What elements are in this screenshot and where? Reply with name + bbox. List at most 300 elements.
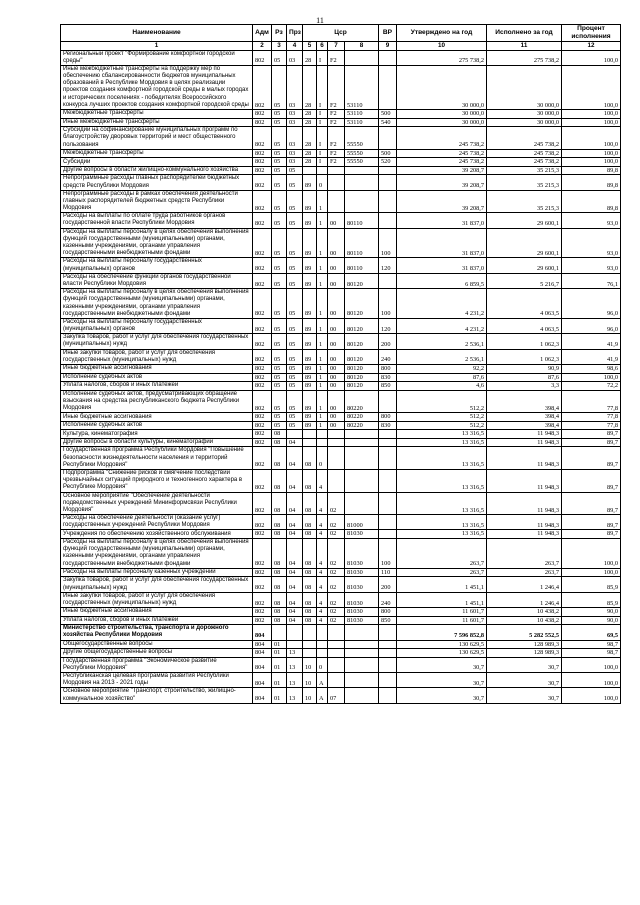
row-rz: 05 — [272, 421, 287, 430]
row-csr-1 — [303, 640, 317, 649]
row-vr — [379, 657, 397, 672]
table-row — [61, 430, 621, 439]
row-adm: 802 — [253, 430, 272, 439]
row-adm: 802 — [253, 289, 272, 319]
row-csr-2: 4 — [317, 492, 328, 515]
row-fact: 398,4 — [487, 390, 562, 413]
row-prz: 03 — [287, 50, 303, 65]
table-row — [61, 318, 621, 333]
row-fact: 30 000,0 — [487, 65, 562, 109]
row-prz: 04 — [287, 447, 303, 470]
row-csr-4: 80120 — [345, 334, 379, 349]
row-vr — [379, 447, 397, 470]
row-csr-1: 28 — [303, 110, 317, 119]
row-fact: 30,7 — [487, 673, 562, 688]
row-fact: 29 600,1 — [487, 213, 562, 228]
row-csr-1: 89 — [303, 273, 317, 288]
row-rz: 05 — [272, 365, 287, 374]
row-csr-2: I — [317, 118, 328, 127]
row-name: Закупка товаров, работ и услуг для обеспечения государственных (муниципальных) нужд — [61, 577, 253, 592]
row-csr-3 — [328, 625, 345, 640]
row-vr — [379, 65, 397, 109]
table-row — [61, 530, 621, 539]
row-adm: 802 — [253, 149, 272, 158]
row-vr: 120 — [379, 258, 397, 273]
row-prz: 05 — [287, 289, 303, 319]
row-vr — [379, 625, 397, 640]
row-csr-2: 1 — [317, 413, 328, 422]
row-name: Министерство строительства, транспорта и дорожного хозяйства Республики Мордовия — [61, 625, 253, 640]
col-header-plan: Утверждено на год — [397, 25, 487, 42]
row-adm: 802 — [253, 65, 272, 109]
row-vr: 110 — [379, 568, 397, 577]
row-name: Подпрограмма "Снижение рисков и смягчение последствий чрезвычайных ситуаций природного и техногенного характера в Республике Мордовия" — [61, 469, 253, 492]
row-adm: 802 — [253, 127, 272, 150]
row-csr-4: 80120 — [345, 273, 379, 288]
row-csr-3 — [328, 657, 345, 672]
row-name: Иные закупки товаров, работ и услуг для обеспечения государственных (муниципальных) нужд — [61, 349, 253, 364]
row-vr: 500 — [379, 149, 397, 158]
row-name: Иные закупки товаров, работ и услуг для обеспечения государственных (муниципальных) нужд — [61, 592, 253, 607]
row-plan: 13 316,5 — [397, 492, 487, 515]
row-csr-1: 89 — [303, 390, 317, 413]
row-prz: 04 — [287, 438, 303, 447]
row-fact: 1 246,4 — [487, 592, 562, 607]
row-csr-2: 1 — [317, 213, 328, 228]
row-prz — [287, 430, 303, 439]
row-plan: 4,6 — [397, 382, 487, 391]
row-pct: 100,0 — [562, 50, 621, 65]
row-pct: 89,7 — [562, 469, 621, 492]
table-row — [61, 447, 621, 470]
row-csr-2: 1 — [317, 258, 328, 273]
row-csr-1: 28 — [303, 149, 317, 158]
row-name: Расходы на выплаты персоналу в целях обеспечения выполнения функций государственными (муниципальными) органами, казенными учреждениями, органами управления государственными внебюджетными фондами — [61, 289, 253, 319]
row-csr-1: 08 — [303, 616, 317, 625]
row-csr-4 — [345, 492, 379, 515]
row-csr-2: 4 — [317, 608, 328, 617]
row-vr — [379, 673, 397, 688]
col-number: 1 — [61, 42, 253, 51]
row-vr — [379, 166, 397, 175]
row-pct: 100,0 — [562, 65, 621, 109]
row-plan: 275 738,2 — [397, 50, 487, 65]
row-adm: 802 — [253, 421, 272, 430]
row-rz: 05 — [272, 149, 287, 158]
table-row — [61, 577, 621, 592]
row-rz: 08 — [272, 438, 287, 447]
row-csr-4 — [345, 625, 379, 640]
row-csr-2: 1 — [317, 190, 328, 213]
row-csr-2: 1 — [317, 390, 328, 413]
row-csr-2: 4 — [317, 515, 328, 530]
row-fact: 11 948,3 — [487, 515, 562, 530]
row-vr: 800 — [379, 608, 397, 617]
row-csr-4: 80110 — [345, 213, 379, 228]
row-csr-1: 89 — [303, 289, 317, 319]
row-csr-4: 53110 — [345, 118, 379, 127]
row-csr-2: 1 — [317, 318, 328, 333]
table-row — [61, 421, 621, 430]
row-csr-1: 08 — [303, 492, 317, 515]
row-csr-2: I — [317, 110, 328, 119]
row-vr: 200 — [379, 334, 397, 349]
table-row — [61, 625, 621, 640]
row-csr-2 — [317, 438, 328, 447]
row-prz: 03 — [287, 127, 303, 150]
budget-table — [60, 24, 621, 704]
row-plan: 31 837,0 — [397, 228, 487, 258]
row-rz: 08 — [272, 515, 287, 530]
row-vr — [379, 469, 397, 492]
table-row — [61, 469, 621, 492]
row-adm: 802 — [253, 373, 272, 382]
row-prz: 13 — [287, 657, 303, 672]
row-csr-2: I — [317, 158, 328, 167]
row-pct: 100,0 — [562, 110, 621, 119]
row-pct: 90,0 — [562, 616, 621, 625]
row-name: Иные бюджетные ассигнования — [61, 413, 253, 422]
row-name: Межбюджетные трансферты — [61, 110, 253, 119]
row-csr-4: 81030 — [345, 568, 379, 577]
row-name: Расходы на выплаты персоналу в целях обеспечения выполнения функций государственными (муниципальными) органами, казенными учреждениями, органами управления государственными внебюджетными фондами — [61, 539, 253, 569]
row-vr — [379, 492, 397, 515]
row-adm: 802 — [253, 349, 272, 364]
row-pct: 85,9 — [562, 592, 621, 607]
row-csr-3: F2 — [328, 65, 345, 109]
header-row — [61, 25, 621, 42]
row-vr — [379, 530, 397, 539]
row-pct: 72,2 — [562, 382, 621, 391]
row-plan: 30,7 — [397, 688, 487, 703]
row-pct: 89,8 — [562, 190, 621, 213]
row-csr-2: 0 — [317, 447, 328, 470]
table-row — [61, 258, 621, 273]
row-plan: 30,7 — [397, 673, 487, 688]
row-csr-3: 00 — [328, 365, 345, 374]
row-fact: 30 000,0 — [487, 118, 562, 127]
row-pct: 89,7 — [562, 530, 621, 539]
row-csr-1 — [303, 649, 317, 658]
row-plan: 2 536,1 — [397, 349, 487, 364]
row-csr-4 — [345, 50, 379, 65]
row-fact: 11 948,3 — [487, 447, 562, 470]
row-name: Расходы на выплаты персоналу государственных (муниципальных) органов — [61, 258, 253, 273]
table-row — [61, 688, 621, 703]
row-plan: 30 000,0 — [397, 118, 487, 127]
row-adm: 802 — [253, 50, 272, 65]
row-csr-3 — [328, 166, 345, 175]
row-vr: 100 — [379, 539, 397, 569]
row-prz: 04 — [287, 577, 303, 592]
row-name: Общегосударственные вопросы — [61, 640, 253, 649]
row-vr: 800 — [379, 365, 397, 374]
row-adm: 802 — [253, 447, 272, 470]
row-adm: 802 — [253, 175, 272, 190]
row-csr-2 — [317, 430, 328, 439]
row-plan: 245 738,2 — [397, 158, 487, 167]
row-csr-3: 00 — [328, 421, 345, 430]
row-pct: 89,7 — [562, 515, 621, 530]
row-csr-4: 80110 — [345, 258, 379, 273]
row-adm: 802 — [253, 334, 272, 349]
row-name: Расходы на выплаты по оплате труда работников органов государственной власти Республики Мордовия — [61, 213, 253, 228]
col-number: 9 — [379, 42, 397, 51]
row-name: Расходы на обеспечение функций органов государственной власти Республики Мордовия — [61, 273, 253, 288]
row-plan: 6 859,5 — [397, 273, 487, 288]
table-row — [61, 118, 621, 127]
row-csr-2: 1 — [317, 273, 328, 288]
row-vr — [379, 127, 397, 150]
row-fact: 398,4 — [487, 413, 562, 422]
row-csr-1 — [303, 438, 317, 447]
row-adm: 802 — [253, 190, 272, 213]
row-name: Иные межбюджетные трансферты — [61, 118, 253, 127]
row-csr-4: 80120 — [345, 382, 379, 391]
row-plan: 11 601,7 — [397, 608, 487, 617]
row-vr: 120 — [379, 318, 397, 333]
row-rz: 08 — [272, 539, 287, 569]
row-pct: 89,7 — [562, 438, 621, 447]
row-plan: 512,2 — [397, 421, 487, 430]
row-name: Межбюджетные трансферты — [61, 149, 253, 158]
table-row — [61, 390, 621, 413]
row-rz: 08 — [272, 616, 287, 625]
row-csr-2 — [317, 625, 328, 640]
row-csr-2: 1 — [317, 373, 328, 382]
row-csr-2: 4 — [317, 577, 328, 592]
row-name: Республиканская целевая программа развития Республики Мордовия на 2013 - 2021 годы — [61, 673, 253, 688]
col-header-fact: Исполнено за год — [487, 25, 562, 42]
row-adm: 802 — [253, 390, 272, 413]
row-adm: 802 — [253, 365, 272, 374]
row-fact: 11 948,3 — [487, 530, 562, 539]
row-adm: 802 — [253, 568, 272, 577]
row-plan: 13 316,5 — [397, 447, 487, 470]
row-csr-2: 4 — [317, 592, 328, 607]
row-name: Исполнение судебных актов, предусматривающих обращение взыскания на средства республиканского бюджета Республики Мордовия — [61, 390, 253, 413]
row-plan: 13 316,5 — [397, 515, 487, 530]
row-csr-3: 00 — [328, 273, 345, 288]
row-prz: 05 — [287, 334, 303, 349]
row-name: Исполнение судебных актов — [61, 421, 253, 430]
row-vr: 850 — [379, 382, 397, 391]
table-row — [61, 640, 621, 649]
row-csr-3: 00 — [328, 213, 345, 228]
row-prz — [287, 640, 303, 649]
row-plan: 87,6 — [397, 373, 487, 382]
row-csr-4: 80120 — [345, 349, 379, 364]
row-rz: 01 — [272, 673, 287, 688]
row-csr-2: 4 — [317, 539, 328, 569]
row-prz: 04 — [287, 530, 303, 539]
row-fact: 128 989,3 — [487, 649, 562, 658]
row-name: Расходы на выплаты персоналу государственных (муниципальных) органов — [61, 318, 253, 333]
row-pct: 100,0 — [562, 688, 621, 703]
row-fact: 398,4 — [487, 421, 562, 430]
row-name: Иные бюджетные ассигнования — [61, 608, 253, 617]
row-csr-1: 08 — [303, 592, 317, 607]
row-csr-4: 81030 — [345, 616, 379, 625]
row-prz: 03 — [287, 65, 303, 109]
row-csr-2: I — [317, 127, 328, 150]
row-prz: 05 — [287, 228, 303, 258]
row-rz: 05 — [272, 190, 287, 213]
row-adm: 802 — [253, 413, 272, 422]
table-row — [61, 492, 621, 515]
row-prz: 03 — [287, 158, 303, 167]
row-name: Субсидии на софинансирование муниципальных программ по благоустройству дворовых территорий и мест общественного пользования — [61, 127, 253, 150]
row-csr-3: 00 — [328, 318, 345, 333]
row-name: Расходы на выплаты персоналу казенных учреждений — [61, 568, 253, 577]
row-fact: 30 000,0 — [487, 110, 562, 119]
row-vr: 540 — [379, 118, 397, 127]
row-plan: 1 451,1 — [397, 577, 487, 592]
table-row — [61, 175, 621, 190]
row-csr-1 — [303, 166, 317, 175]
table-row — [61, 616, 621, 625]
row-csr-4: 80220 — [345, 413, 379, 422]
row-adm: 804 — [253, 640, 272, 649]
table-row — [61, 228, 621, 258]
row-prz: 04 — [287, 539, 303, 569]
row-fact: 90,9 — [487, 365, 562, 374]
row-pct: 100,0 — [562, 127, 621, 150]
row-rz: 08 — [272, 568, 287, 577]
row-vr — [379, 640, 397, 649]
row-pct: 89,8 — [562, 175, 621, 190]
row-csr-1: 08 — [303, 539, 317, 569]
row-csr-3: 02 — [328, 616, 345, 625]
table-row — [61, 373, 621, 382]
row-csr-3 — [328, 673, 345, 688]
table-row — [61, 382, 621, 391]
row-csr-4: 53110 — [345, 110, 379, 119]
table-row — [61, 515, 621, 530]
row-plan: 245 738,2 — [397, 127, 487, 150]
row-csr-1: 89 — [303, 421, 317, 430]
row-csr-1 — [303, 625, 317, 640]
row-plan: 1 451,1 — [397, 592, 487, 607]
row-fact: 4 063,5 — [487, 289, 562, 319]
row-rz: 01 — [272, 640, 287, 649]
row-csr-3: 00 — [328, 349, 345, 364]
row-fact: 11 948,3 — [487, 469, 562, 492]
row-csr-3: 07 — [328, 688, 345, 703]
row-vr — [379, 438, 397, 447]
row-prz: 05 — [287, 382, 303, 391]
row-csr-3 — [328, 640, 345, 649]
row-pct: 100,0 — [562, 118, 621, 127]
row-name: Закупка товаров, работ и услуг для обеспечения государственных (муниципальных) нужд — [61, 334, 253, 349]
row-name: Непрограммные расходы в рамках обеспечения деятельности главных распорядителей бюджетных средств Республики Мордовия — [61, 190, 253, 213]
row-csr-2: I — [317, 149, 328, 158]
table-row — [61, 608, 621, 617]
row-csr-1: 89 — [303, 228, 317, 258]
row-csr-2 — [317, 166, 328, 175]
row-plan: 11 601,7 — [397, 616, 487, 625]
row-csr-1: 89 — [303, 349, 317, 364]
row-rz: 01 — [272, 649, 287, 658]
row-plan: 31 837,0 — [397, 213, 487, 228]
row-prz: 13 — [287, 688, 303, 703]
row-name: Уплата налогов, сборов и иных платежей — [61, 382, 253, 391]
row-csr-4: 81030 — [345, 608, 379, 617]
row-rz: 01 — [272, 688, 287, 703]
row-vr: 850 — [379, 616, 397, 625]
row-csr-2: 1 — [317, 289, 328, 319]
row-rz: 08 — [272, 492, 287, 515]
row-adm: 802 — [253, 469, 272, 492]
col-number: 6 — [317, 42, 328, 51]
column-number-row — [61, 42, 621, 51]
table-row — [61, 334, 621, 349]
row-prz: 04 — [287, 568, 303, 577]
row-csr-2: 1 — [317, 365, 328, 374]
row-csr-2: 0 — [317, 657, 328, 672]
row-name: Другие вопросы в области культуры, кинематографии — [61, 438, 253, 447]
row-csr-4 — [345, 640, 379, 649]
row-csr-2: 4 — [317, 568, 328, 577]
row-vr: 200 — [379, 577, 397, 592]
row-pct: 100,0 — [562, 539, 621, 569]
row-name: Расходы на выплаты персоналу в целях обеспечения выполнения функций государственными (муниципальными) органами, казенными учреждениями, органами управления государственными внебюджетными фондами — [61, 228, 253, 258]
row-csr-4 — [345, 649, 379, 658]
row-fact: 11 948,3 — [487, 430, 562, 439]
row-rz: 05 — [272, 158, 287, 167]
row-csr-2: 0 — [317, 175, 328, 190]
table-row — [61, 50, 621, 65]
row-csr-1 — [303, 430, 317, 439]
row-name: Непрограммные расходы главных распорядителей бюджетных средств Республики Мордовия — [61, 175, 253, 190]
row-vr — [379, 649, 397, 658]
row-csr-4 — [345, 447, 379, 470]
row-plan: 13 316,5 — [397, 438, 487, 447]
row-name: Иные бюджетные ассигнования — [61, 365, 253, 374]
row-csr-1: 08 — [303, 530, 317, 539]
row-csr-4 — [345, 175, 379, 190]
row-csr-2: 1 — [317, 382, 328, 391]
row-csr-1: 89 — [303, 382, 317, 391]
row-plan: 13 316,5 — [397, 430, 487, 439]
row-fact: 5 216,7 — [487, 273, 562, 288]
row-adm: 802 — [253, 438, 272, 447]
row-prz: 05 — [287, 413, 303, 422]
row-csr-2: А — [317, 688, 328, 703]
row-csr-3: 02 — [328, 568, 345, 577]
row-adm: 802 — [253, 539, 272, 569]
row-prz: 03 — [287, 118, 303, 127]
row-rz: 05 — [272, 382, 287, 391]
row-csr-3 — [328, 469, 345, 492]
row-csr-3 — [328, 190, 345, 213]
row-fact: 128 989,3 — [487, 640, 562, 649]
row-adm: 804 — [253, 688, 272, 703]
row-csr-3 — [328, 175, 345, 190]
row-rz: 05 — [272, 175, 287, 190]
row-pct: 100,0 — [562, 673, 621, 688]
row-pct: 76,1 — [562, 273, 621, 288]
row-plan: 263,7 — [397, 568, 487, 577]
row-adm: 802 — [253, 273, 272, 288]
row-csr-4: 80220 — [345, 390, 379, 413]
row-adm: 802 — [253, 228, 272, 258]
row-pct: 100,0 — [562, 373, 621, 382]
row-vr — [379, 213, 397, 228]
row-vr: 800 — [379, 413, 397, 422]
row-csr-4: 80120 — [345, 318, 379, 333]
table-row — [61, 592, 621, 607]
